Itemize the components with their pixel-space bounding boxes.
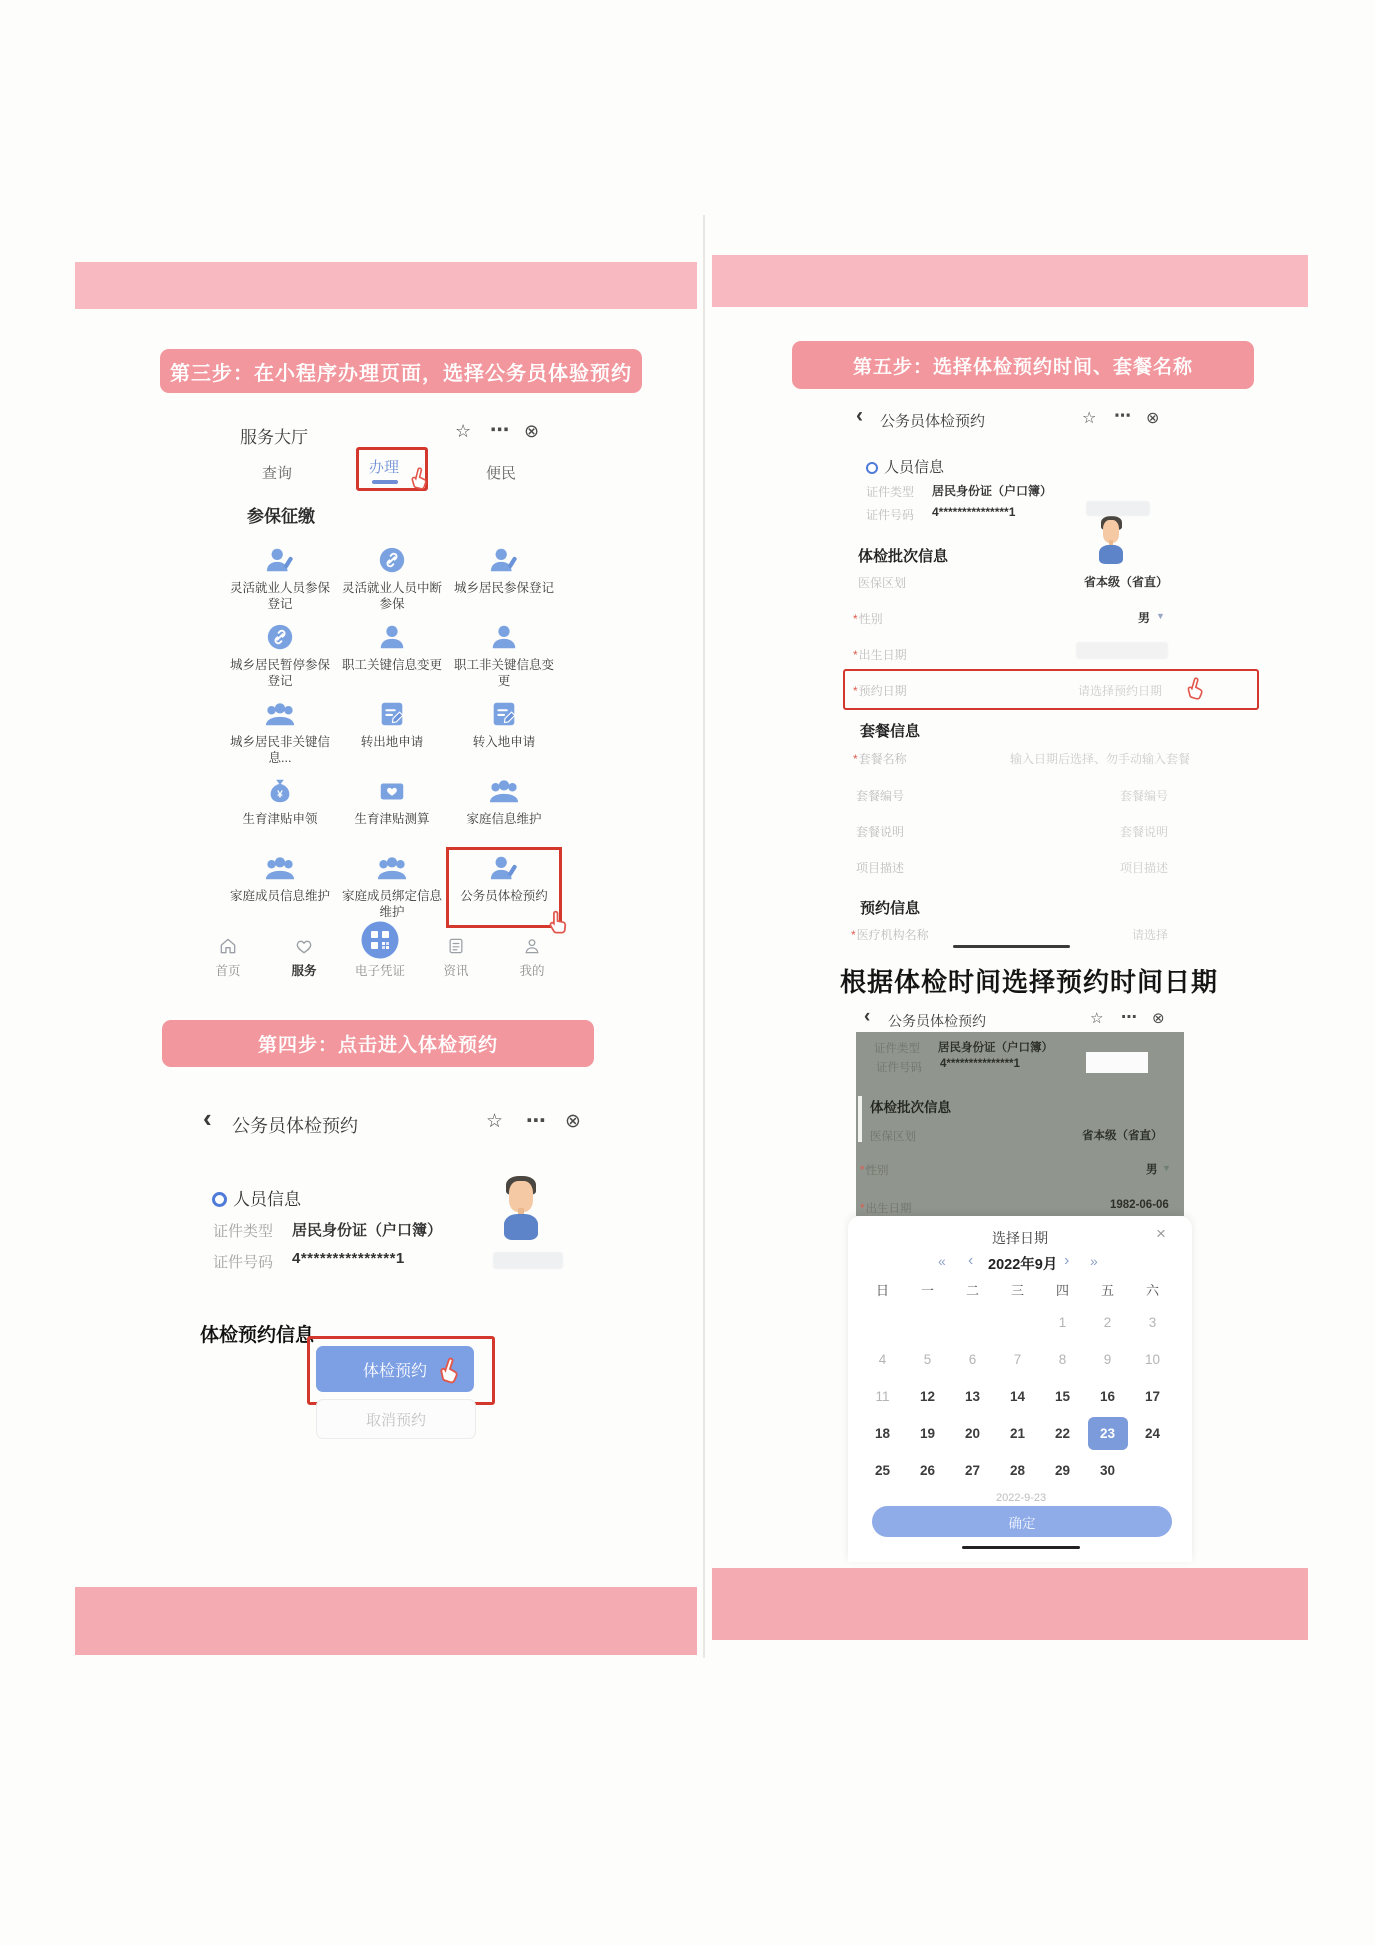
book-button-label: 体检预约 [362,1362,427,1380]
step4-banner-text: 第四步：点击进入体检预约 [257,1035,498,1056]
service-grid-item[interactable]: 转出地申请 [336,695,448,772]
person-pen-icon [489,851,519,883]
moneybag-icon [265,774,295,806]
redacted-name [493,1252,563,1269]
field-label: *性别 [860,1165,889,1177]
package-no-input[interactable]: 套餐编号 [1119,789,1168,803]
doc-pen-icon [377,697,407,729]
home-icon [218,934,238,958]
weekday-label: 一 [920,1282,934,1298]
home-indicator [962,1546,1080,1549]
date-picker-title: 选择日期 [992,1230,1048,1246]
hand-cursor-icon [403,463,436,499]
weekday-header-row [860,1278,1175,1300]
chevron-down-icon: ▼ [1156,611,1165,621]
calendar-day[interactable]: 30 [1099,1463,1116,1478]
service-grid-item[interactable]: 家庭信息维护 [448,772,560,849]
person-pen-icon [489,543,519,575]
field-value: 4***************1 [932,505,1016,519]
calendar-day[interactable]: 28 [1009,1463,1026,1478]
person-section-title: 人员信息 [233,1190,301,1209]
next-year-icon[interactable]: » [1090,1253,1098,1269]
close-circle-icon[interactable]: ⊗ [1152,1010,1165,1027]
person-icon [377,620,407,652]
screen1-title: 服务大厅 [240,428,308,447]
ticket-icon [377,774,407,806]
bottom-band-left [75,1587,697,1655]
favorite-star-icon[interactable]: ☆ [1082,410,1097,427]
confirm-button-label: 确定 [1008,1515,1036,1531]
field-value: 4***************1 [292,1250,405,1267]
close-circle-icon[interactable]: ⊗ [565,1111,581,1132]
weekday-label: 四 [1055,1282,1069,1298]
more-menu-icon[interactable]: ⋯ [1121,1009,1137,1026]
field-label: 证件号码 [213,1254,274,1271]
group-icon [376,851,408,883]
booking-section-title: 体检预约信息 [200,1325,315,1346]
favorite-star-icon[interactable]: ☆ [1090,1010,1104,1027]
calendar-day[interactable]: 27 [964,1463,981,1478]
service-grid-item[interactable]: 灵活就业人员参保登记 [224,541,336,618]
calendar-day[interactable]: 13 [964,1389,981,1404]
field-label: *性别 [853,612,883,626]
tab-convenience[interactable]: 便民 [486,465,517,482]
nav-item[interactable]: 首页 [196,934,260,979]
weekday-label: 二 [965,1282,979,1298]
nav-item[interactable]: 我的 [500,934,564,979]
prev-month-icon[interactable]: ‹ [968,1252,974,1269]
field-value: 居民身份证（户口簿） [292,1222,443,1239]
service-grid-item[interactable]: 生育津贴测算 [336,772,448,849]
group-icon [488,774,520,806]
field-label: *医疗机构名称 [851,928,929,942]
hospital-select[interactable]: 请选择 [1131,928,1168,942]
weekday-label: 三 [1010,1282,1024,1298]
field-label: 证件号码 [866,508,915,522]
package-desc-input[interactable]: 套餐说明 [1119,825,1168,839]
caption-text: 根据体检时间选择预约时间日期 [840,967,1219,997]
news-icon [446,934,466,958]
batch-section-title: 体检批次信息 [870,1100,951,1115]
calendar-day[interactable]: 24 [1144,1426,1161,1441]
service-grid-item[interactable]: 城乡居民暂停参保登记 [224,618,336,695]
calendar-day-grid [860,1304,1175,1489]
appointment-date-input[interactable]: 请选择预约日期 [1078,684,1163,698]
gender-value: 男 [1146,1164,1158,1176]
section-left-bar [858,1096,862,1142]
field-label: 套餐说明 [856,825,905,839]
step3-banner [160,349,642,393]
person-icon [489,620,519,652]
service-grid-item[interactable]: 家庭成员绑定信息维护 [336,849,448,926]
link-icon [377,543,407,575]
batch-section-title: 体检批次信息 [858,548,949,565]
service-grid-item[interactable]: 公务员体检预约 [448,849,560,926]
redacted-id-box [1086,1052,1148,1073]
modal-close-icon[interactable]: × [1156,1224,1166,1243]
back-icon[interactable]: ‹ [856,404,863,427]
field-label: 证件号码 [876,1062,922,1074]
nav-item[interactable]: 电子凭证 [348,920,412,979]
current-month-label: 2022年9月 [988,1257,1058,1273]
weekday-label: 六 [1145,1282,1159,1298]
step5-banner-text: 第五步：选择体检预约时间、套餐名称 [852,356,1193,378]
page-fold-line [703,215,705,1658]
selected-date-label: 2022-9-23 [996,1492,1047,1504]
calendar-day[interactable]: 17 [1144,1389,1161,1404]
calendar-day[interactable]: 2 [1103,1315,1112,1330]
home-indicator [953,945,1070,948]
bottom-band-right [712,1568,1308,1640]
field-value: 4***************1 [940,1058,1020,1070]
field-label: *预约日期 [853,684,907,698]
project-desc-input[interactable]: 项目描述 [1119,861,1168,875]
field-label: *出生日期 [860,1203,912,1215]
more-menu-icon[interactable]: ⋯ [1114,406,1131,425]
confirm-button[interactable] [872,1506,1172,1537]
qr-icon [361,920,399,960]
group-icon [264,851,296,883]
calendar-day[interactable]: 6 [968,1352,977,1367]
next-month-icon[interactable]: › [1064,1252,1070,1269]
more-menu-icon[interactable]: ⋯ [526,1110,546,1132]
calendar-day[interactable]: 20 [964,1426,981,1441]
field-value: 居民身份证（户口簿） [938,1042,1053,1054]
person-section-title: 人员信息 [884,459,945,476]
calendar-day[interactable]: 14 [1009,1389,1026,1404]
group-icon [264,697,296,729]
package-section-title: 套餐信息 [860,723,921,740]
calendar-day[interactable]: 8 [1058,1352,1067,1367]
birthdate-value: 1982-06-06 [1110,1199,1169,1211]
top-band-left [75,262,697,309]
calendar-day[interactable]: 15 [1054,1389,1071,1404]
tab-query[interactable]: 查询 [262,465,293,482]
top-band-right [712,255,1308,307]
cancel-button[interactable] [316,1399,476,1439]
link-icon [265,620,295,652]
calendar-day[interactable]: 11 [875,1389,890,1404]
more-menu-icon[interactable]: ⋯ [490,420,509,441]
screen2-title: 公务员体检预约 [232,1116,358,1136]
back-icon[interactable]: ‹ [864,1006,871,1027]
service-grid-item[interactable]: 职工关键信息变更 [336,618,448,695]
calendar-day[interactable]: 1 [1058,1315,1067,1330]
service-grid-item[interactable]: 家庭成员信息维护 [224,849,336,926]
nav-item[interactable]: 资讯 [424,934,488,979]
step3-banner-text: 第三步：在小程序办理页面，选择公务员体验预约 [170,362,632,385]
calendar-day[interactable]: 23 [1085,1415,1130,1452]
calendar-day[interactable]: 7 [1013,1352,1022,1367]
calendar-day[interactable]: 10 [1144,1352,1161,1367]
service-grid-item[interactable]: 职工非关键信息变更 [448,618,560,695]
nav-item[interactable]: 服务 [272,934,336,979]
date-picker-modal [848,1216,1192,1562]
service-grid-item[interactable]: 城乡居民非关键信息... [224,695,336,772]
calendar-day[interactable]: 21 [1009,1426,1026,1441]
field-label: 医保区划 [858,576,907,590]
weekday-label: 五 [1100,1282,1114,1298]
calendar-day[interactable]: 19 [919,1426,936,1441]
field-label: 证件类型 [213,1223,274,1240]
service-grid-item[interactable]: ¥ 生育津贴申领 [224,772,336,849]
package-name-input[interactable]: 输入日期后选择、勿手动输入套餐 [1009,752,1190,766]
heart-icon [294,934,314,958]
gender-value[interactable]: 男 [1138,611,1151,625]
field-label: 套餐编号 [856,789,905,803]
field-value: 省本级（省直） [1083,575,1168,589]
field-value: 省本级（省直） [1082,1130,1163,1142]
service-grid-item[interactable]: 城乡居民参保登记 [448,541,560,618]
close-circle-icon[interactable]: ⊗ [1146,410,1160,427]
service-grid [224,541,560,926]
calendar-day[interactable]: 3 [1148,1315,1157,1330]
dimmed-screen-overlay [856,1032,1184,1216]
calendar-day[interactable]: 9 [1103,1352,1112,1367]
field-label: 项目描述 [856,861,905,875]
bottom-nav [196,920,564,979]
field-label: 证件类型 [874,1043,920,1055]
field-label: *套餐名称 [853,752,907,766]
calendar-day[interactable]: 4 [878,1352,887,1367]
person-outline-icon [522,934,542,958]
calendar-day[interactable]: 25 [874,1463,891,1478]
calendar-day[interactable]: 26 [919,1463,936,1478]
screen4-title: 公务员体检预约 [888,1013,986,1029]
cancel-button-label: 取消预约 [365,1411,426,1429]
calendar-day[interactable]: 12 [919,1389,936,1404]
tab-handle[interactable]: 办理 [369,459,400,476]
section-bullet [866,462,878,474]
section-title-insurance: 参保征缴 [247,507,315,526]
calendar-day[interactable]: 5 [923,1352,932,1367]
calendar-day[interactable]: 18 [874,1426,891,1441]
avatar [1096,516,1126,564]
field-label: 证件类型 [866,485,915,499]
field-label: 医保区划 [870,1131,916,1143]
step5-banner [792,341,1254,389]
calendar-day[interactable]: 22 [1054,1426,1071,1441]
section-bullet [212,1192,227,1207]
service-grid-item[interactable]: 灵活就业人员中断参保 [336,541,448,618]
service-grid-item[interactable]: 转入地申请 [448,695,560,772]
step4-banner [162,1020,594,1067]
chevron-down-icon: ▼ [1162,1163,1171,1173]
redacted-birthdate [1076,642,1168,659]
field-value: 居民身份证（户口簿） [932,484,1053,498]
weekday-label: 日 [875,1282,889,1298]
tab-active-indicator [372,480,398,484]
close-circle-icon[interactable]: ⊗ [524,421,540,441]
person-pen-icon [265,543,295,575]
doc-pen-icon [489,697,519,729]
screen3-title: 公务员体检预约 [880,413,986,430]
redacted-name [1086,501,1150,516]
calendar-day[interactable]: 16 [1099,1389,1116,1404]
calendar-day[interactable]: 29 [1054,1463,1071,1478]
avatar [500,1176,542,1240]
favorite-star-icon[interactable]: ☆ [455,421,472,441]
back-icon[interactable]: ‹ [203,1103,212,1133]
appt-section-title: 预约信息 [860,900,921,917]
svg-text:¥: ¥ [277,789,283,801]
prev-year-icon[interactable]: « [938,1253,946,1269]
favorite-star-icon[interactable]: ☆ [486,1111,504,1132]
field-label: *出生日期 [853,648,907,662]
